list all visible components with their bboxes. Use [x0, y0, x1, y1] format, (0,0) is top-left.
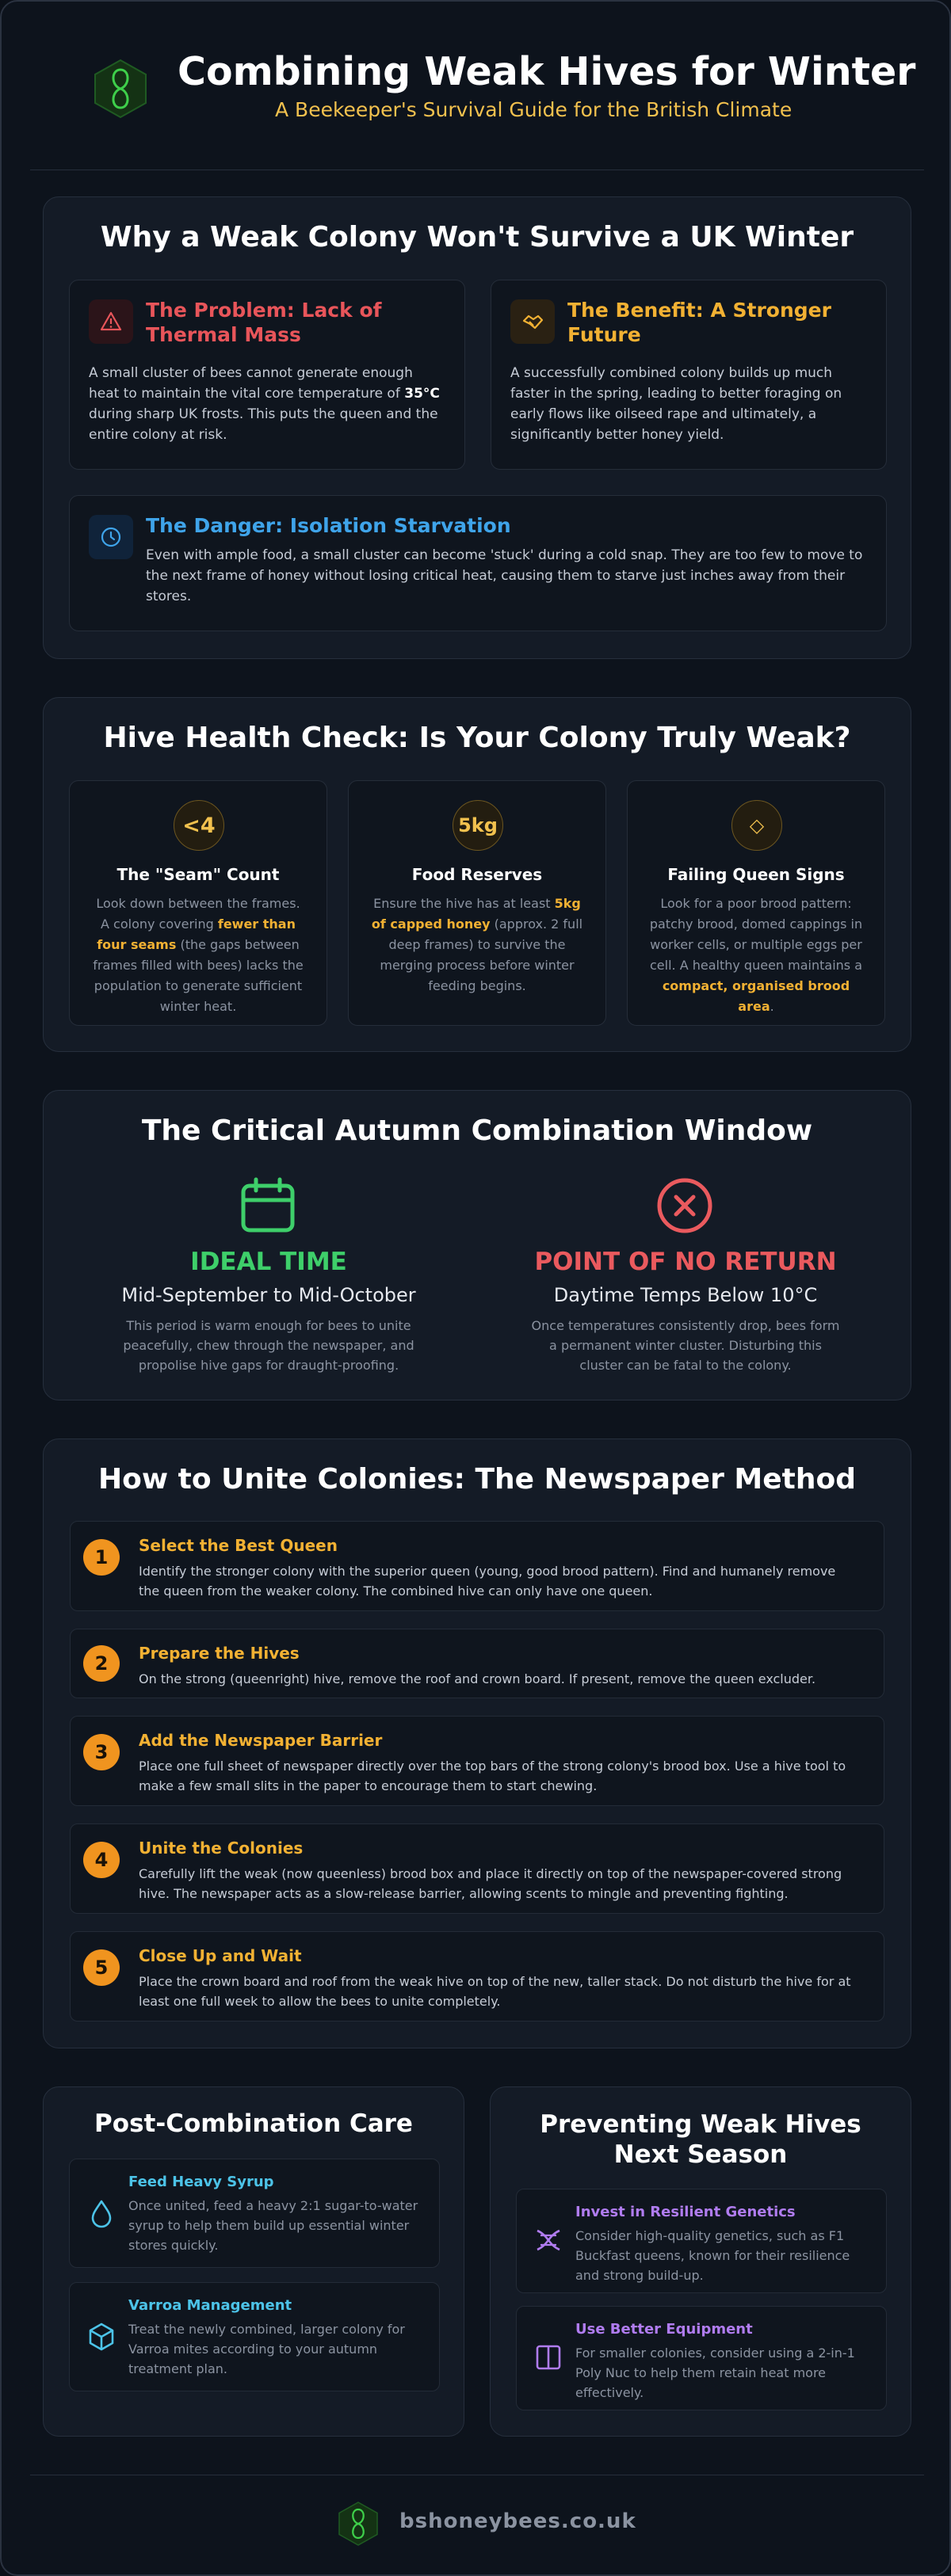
danger-text: Even with ample food, a small cluster can become 'stuck' during a cold snap. They are too few to move to the next frame of honey without losing critical heat, causing them to starve just inches away from their stores.: [146, 547, 863, 604]
clock-icon: [89, 515, 133, 559]
step-title: Unite the Colonies: [139, 1839, 304, 1858]
window-title: The Critical Autumn Combination Window: [141, 1115, 813, 1147]
step-number: 1: [83, 1539, 120, 1576]
footer-bee-logo-icon: [334, 2500, 382, 2547]
step-card: [70, 1931, 884, 2022]
queen-title: Failing Queen Signs: [667, 865, 845, 884]
queen-text: Look for a poor brood pattern: patchy brood, domed cappings in worker cells, or multiple eggs per cell. A healthy queen maintains a compact, organised brood area.: [649, 896, 863, 1014]
care-item: [69, 2159, 440, 2268]
noreturn-text: Once temperatures consistently drop, bees form a permanent winter cluster. Disturbing this cluster can be fatal to the colony.: [531, 1318, 840, 1373]
cancel-circle-icon: [655, 1176, 714, 1235]
food-text: Ensure the hive has at least 5kg of capped honey (approx. 2 full deep frames) to survive the merging process before winter feeding begins.: [371, 896, 583, 993]
danger-card: [69, 495, 887, 631]
page-subtitle: A Beekeeper's Survival Guide for the British Climate: [275, 98, 792, 121]
care-item: [69, 2282, 440, 2391]
health-card-queen: [627, 780, 885, 1026]
step-card: [70, 1521, 884, 1611]
health-card-seam: [69, 780, 327, 1026]
benefit-title: The Benefit: A Stronger Future: [567, 299, 831, 346]
cube-icon: [86, 2321, 117, 2353]
diamond-icon: ◇: [731, 800, 782, 851]
seam-title: The "Seam" Count: [116, 865, 280, 884]
window-section: [43, 1090, 911, 1400]
prevent-item-text: Consider high-quality genetics, such as F1 Buckfast queens, known for their resilience and strong build-up.: [575, 2228, 850, 2283]
header: [2, 2, 951, 170]
step-text: Carefully lift the weak (now queenless) brood box and place it directly on top of the newspaper-covered strong hive. The newspaper acts as a slow-release barrier, allowing scents to mingle and preventing fighting.: [139, 1866, 842, 1901]
food-badge: 5kg: [453, 800, 503, 851]
food-title: Food Reserves: [411, 865, 543, 884]
health-card-food: [348, 780, 606, 1026]
method-title: How to Unite Colonies: The Newspaper Method: [98, 1463, 856, 1496]
step-text: Place one full sheet of newspaper directly over the top bars of the strong colony's brood box. Use a hive tool to make a few small slits in the paper to encourage them to start chewing.: [139, 1759, 846, 1793]
warning-icon: [89, 299, 133, 344]
handshake-icon: [510, 299, 555, 344]
ideal-subtitle: Mid-September to Mid-October: [121, 1284, 416, 1306]
step-title: Add the Newspaper Barrier: [139, 1731, 383, 1750]
page-title: Combining Weak Hives for Winter: [178, 49, 916, 94]
step-title: Prepare the Hives: [139, 1644, 300, 1663]
bee-logo-icon: [89, 57, 152, 120]
step-number: 4: [83, 1842, 120, 1878]
hive-box-icon: [533, 2342, 564, 2373]
problem-title: The Problem: Lack of Thermal Mass: [146, 299, 382, 346]
ideal-heading: IDEAL TIME: [190, 1248, 347, 1276]
noreturn-subtitle: Daytime Temps Below 10°C: [553, 1284, 818, 1306]
care-item-title: Feed Heavy Syrup: [128, 2174, 274, 2190]
step-card: [70, 1716, 884, 1806]
prevent-item: [516, 2306, 887, 2410]
why-section: [43, 196, 911, 659]
step-card: [70, 1823, 884, 1914]
problem-text: A small cluster of bees cannot generate enough heat to maintain the vital core temperature of 35°C during sharp UK frosts. This puts the queen and the entire colony at risk.: [89, 365, 440, 443]
step-number: 3: [83, 1734, 120, 1770]
prevent-title: Preventing Weak Hives Next Season: [540, 2110, 861, 2169]
health-title: Hive Health Check: Is Your Colony Truly Weak?: [103, 722, 851, 754]
ideal-text: This period is warm enough for bees to unite peacefully, chew through the newspaper, and propolise hive gaps for draught-proofing.: [123, 1318, 414, 1373]
droplet-icon: [86, 2197, 117, 2229]
problem-card: [69, 280, 465, 470]
why-title: Why a Weak Colony Won't Survive a UK Winter: [100, 221, 854, 253]
footer-website-link[interactable]: bshoneybees.co.uk: [399, 2509, 636, 2533]
calendar-icon: [239, 1176, 297, 1235]
step-text: On the strong (queenright) hive, remove the roof and crown board. If present, remove the queen excluder.: [139, 1671, 816, 1686]
danger-title: The Danger: Isolation Starvation: [146, 514, 511, 537]
step-title: Close Up and Wait: [139, 1946, 302, 1965]
seam-badge: <4: [174, 800, 224, 851]
prevent-item-title: Invest in Resilient Genetics: [575, 2204, 796, 2220]
step-title: Select the Best Queen: [139, 1536, 338, 1555]
prevent-item-title: Use Better Equipment: [575, 2321, 753, 2338]
dna-icon: [533, 2224, 564, 2256]
care-section: [43, 2086, 464, 2437]
step-number: 2: [83, 1645, 120, 1682]
prevent-section: [490, 2086, 911, 2437]
step-text: Identify the stronger colony with the superior queen (young, good brood pattern). Find and humanely remove the queen from the weaker colony. The combined hive can only have one queen.: [139, 1564, 836, 1599]
care-item-title: Varroa Management: [128, 2297, 292, 2314]
prevent-item-text: For smaller colonies, consider using a 2-in-1 Poly Nuc to help them retain heat more effectively.: [575, 2345, 855, 2400]
care-item-text: Treat the newly combined, larger colony for Varroa mites according to your autumn treatment plan.: [128, 2322, 405, 2376]
step-number: 5: [83, 1949, 120, 1986]
step-text: Place the crown board and roof from the weak hive on top of the new, taller stack. Do not disturb the hive for at least one full week to allow the bees to unite completely.: [139, 1974, 851, 2009]
prevent-item: [516, 2189, 887, 2293]
seam-text: Look down between the frames. A colony covering fewer than four seams (the gaps between frames filled with bees) lacks the population to generate sufficient winter heat.: [93, 896, 304, 1014]
care-title: Post-Combination Care: [94, 2109, 413, 2138]
care-item-text: Once united, feed a heavy 2:1 sugar-to-water syrup to help them build up essential winter stores quickly.: [128, 2198, 418, 2253]
noreturn-heading: POINT OF NO RETURN: [534, 1248, 837, 1276]
step-card: [70, 1629, 884, 1698]
health-section: [43, 697, 911, 1052]
benefit-text: A successfully combined colony builds up much faster in the spring, leading to better foraging on early flows like oilseed rape and ultimately, a significantly better honey yield.: [510, 365, 842, 443]
benefit-card: [491, 280, 887, 470]
